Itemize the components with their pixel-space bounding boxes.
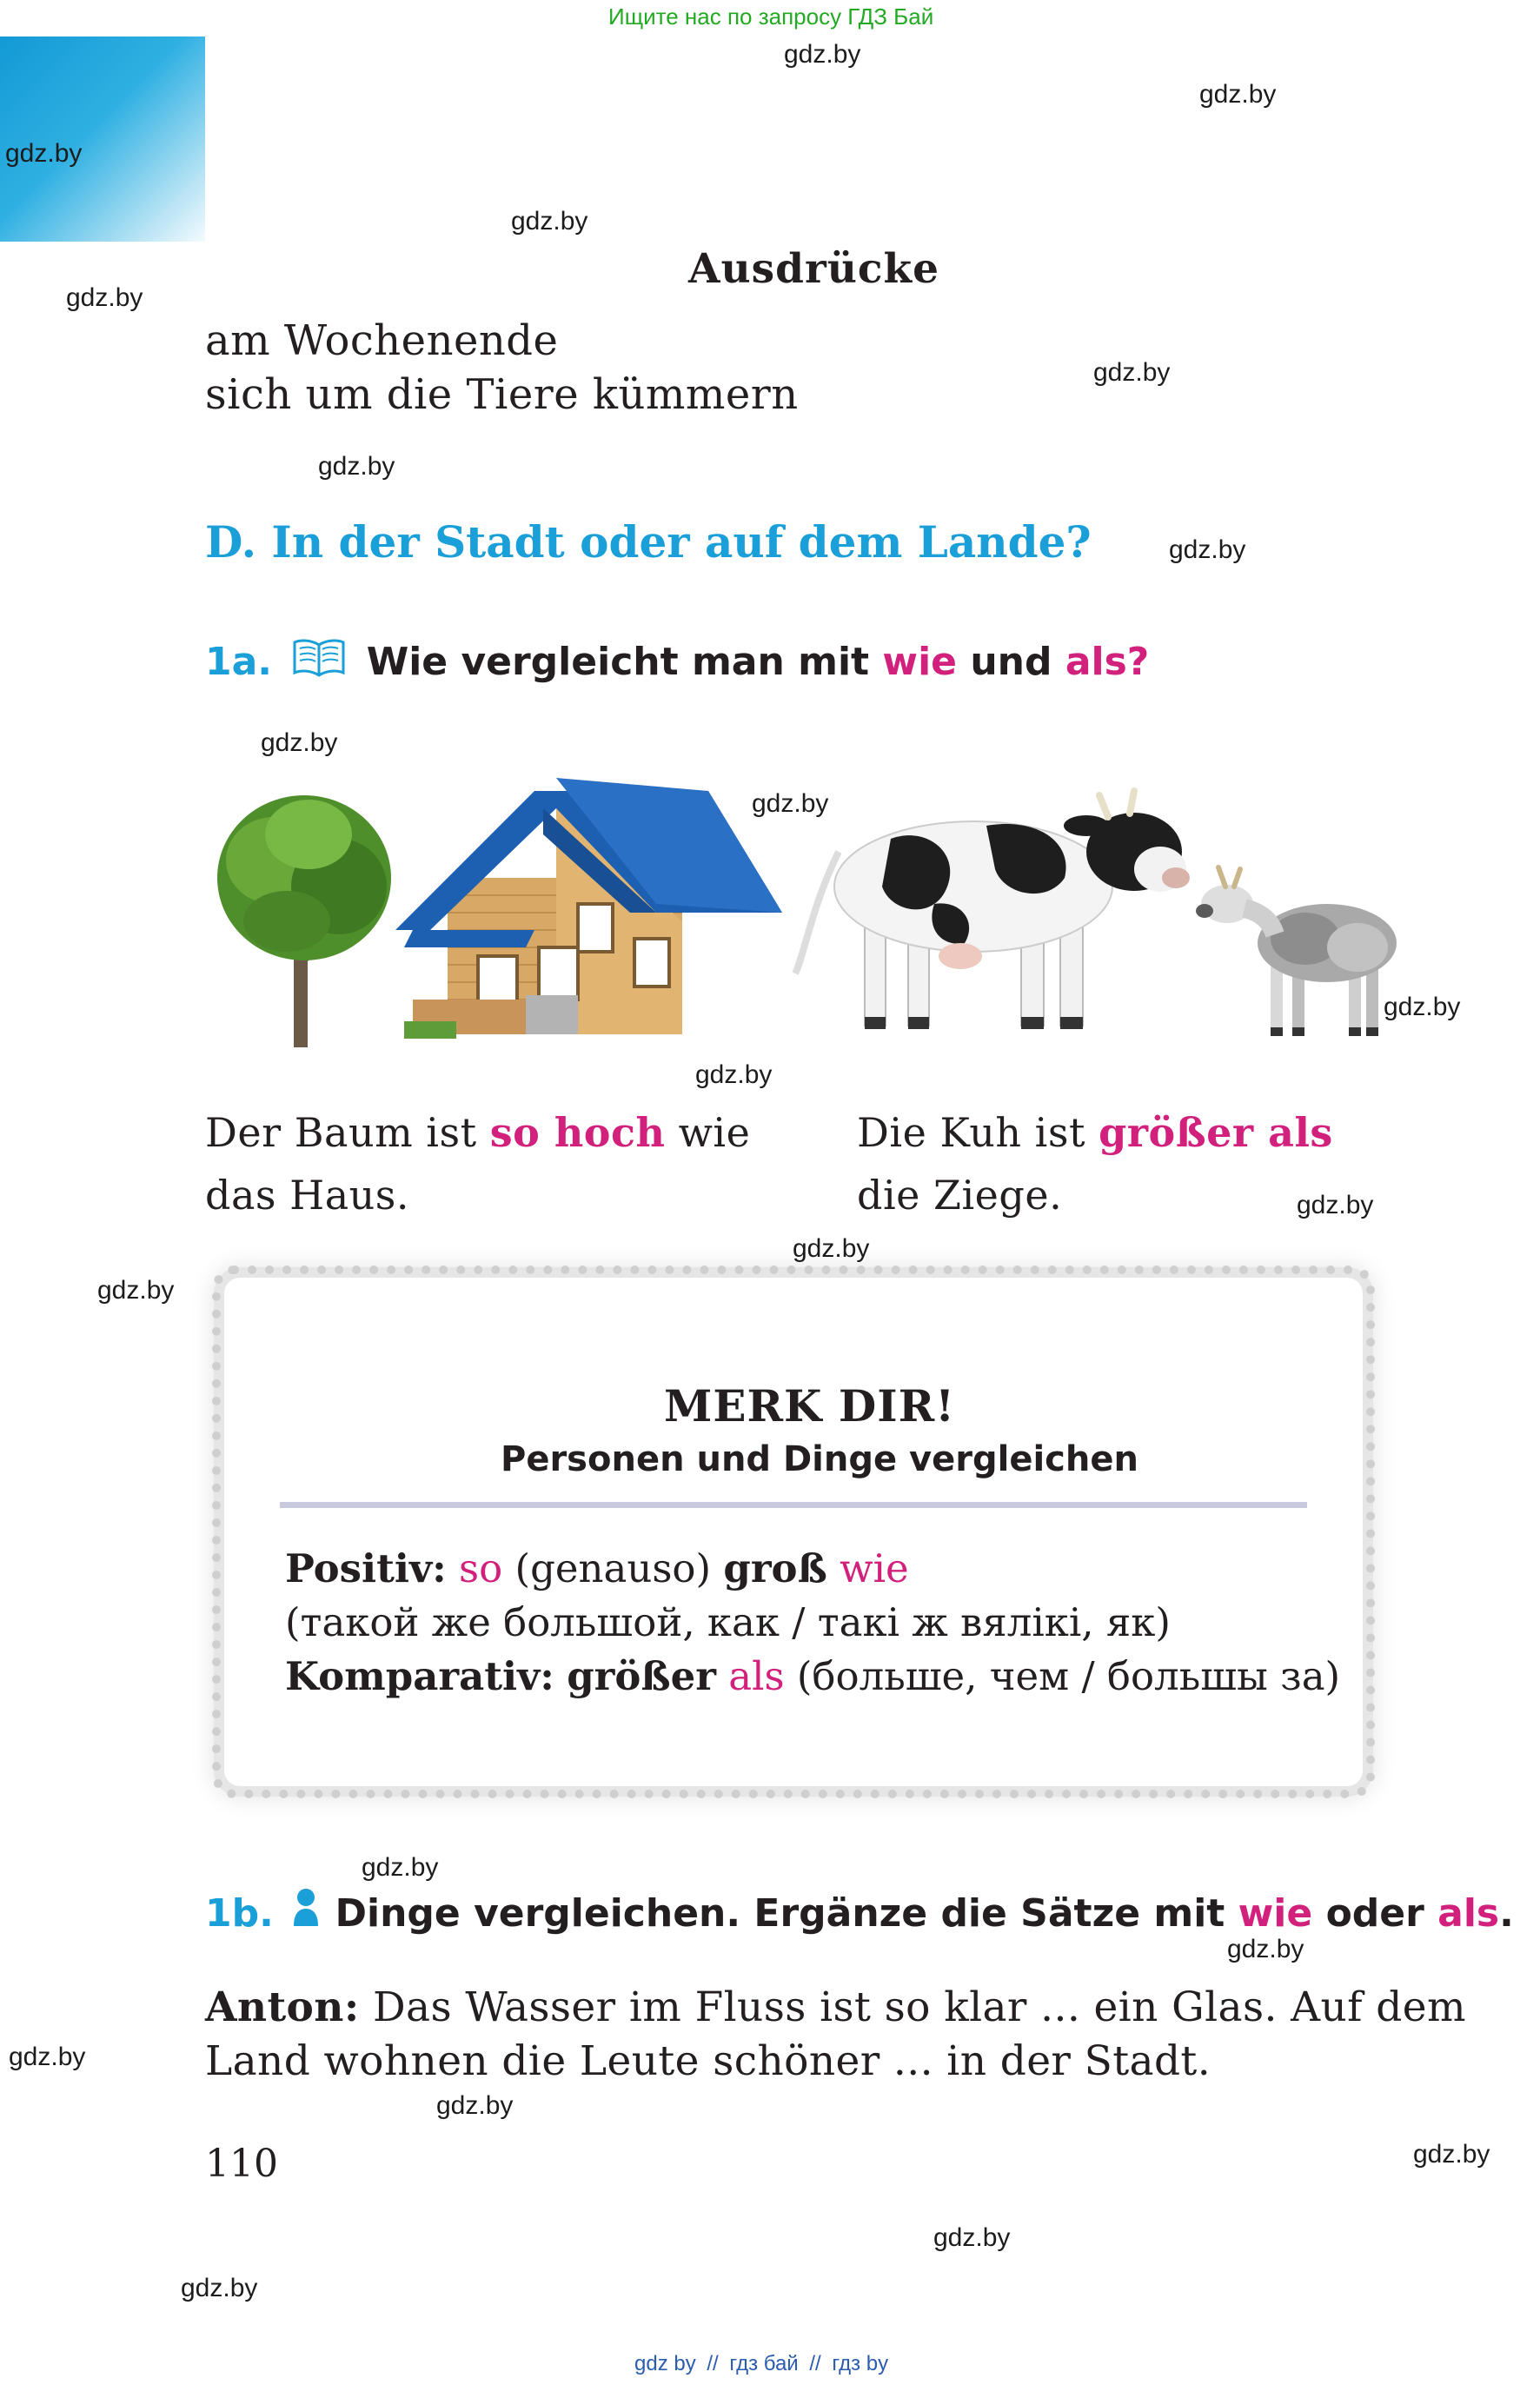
watermark: gdz.by [1413, 2140, 1490, 2169]
footer-separator: // [707, 2352, 719, 2375]
open-book-icon [292, 636, 346, 688]
watermark: gdz.by [181, 2274, 258, 2302]
komparativ-label: Komparativ: [285, 1653, 554, 1699]
page-number: 110 [205, 2142, 278, 2186]
merk-komparativ [285, 1653, 1340, 1699]
example-highlight: größer als [1099, 1109, 1333, 1156]
dialog-line2: Land wohnen die Leute schöner ... in der Stadt. [205, 2037, 1211, 2085]
merk-adjective: größer [567, 1653, 716, 1699]
watermark: gdz.by [511, 207, 588, 236]
watermark: gdz.by [1297, 1191, 1374, 1219]
merk-adjective: groß [723, 1545, 827, 1591]
watermark: gdz.by [261, 728, 338, 757]
task-number: 1a. [205, 640, 273, 684]
watermark: gdz.by [66, 283, 143, 312]
task-text: Dinge vergleichen. Ergänze die Sätze mit [335, 1891, 1225, 1936]
example-highlight: so hoch [489, 1109, 666, 1156]
footer-link[interactable]: гдз бай [729, 2352, 799, 2375]
merk-dir-box [224, 1278, 1363, 1786]
merk-title: MERK DIR! [664, 1380, 956, 1432]
expressions-title: Ausdrücke [688, 245, 939, 293]
example-left-line2: das Haus. [205, 1172, 409, 1219]
example-text: wie [678, 1109, 751, 1156]
watermark: gdz.by [1199, 80, 1277, 109]
watermark: gdz.by [752, 789, 829, 818]
watermark: gdz.by [362, 1853, 439, 1882]
merk-text: (больше, чем / большы за) [796, 1653, 1341, 1699]
watermark: gdz.by [695, 1060, 773, 1089]
keyword-als: als [1437, 1891, 1500, 1936]
speaker-name: Anton: [205, 1983, 360, 2031]
footer-links [634, 2352, 888, 2376]
keyword-wie: wie [840, 1545, 909, 1591]
keyword-als: als? [1065, 640, 1150, 684]
watermark: gdz.by [436, 2091, 514, 2120]
watermark: gdz.by [5, 139, 83, 168]
keyword-wie: wie [882, 640, 957, 684]
keyword-wie: wie [1238, 1891, 1313, 1936]
example-right-line2: die Ziege. [857, 1172, 1063, 1219]
expression-item: am Wochenende [205, 316, 559, 365]
watermark: gdz.by [933, 2223, 1011, 2252]
task-text: oder [1325, 1891, 1424, 1936]
positiv-label: Positiv: [285, 1545, 447, 1591]
merk-divider [280, 1502, 1307, 1508]
tree-illustration [209, 782, 400, 1052]
footer-link[interactable]: gdz by [634, 2352, 696, 2375]
watermark: gdz.by [1227, 1935, 1304, 1963]
house-illustration [395, 774, 782, 1043]
keyword-so: so [459, 1545, 503, 1591]
footer-link[interactable]: гдз by [832, 2352, 889, 2375]
task-text: . [1499, 1891, 1514, 1936]
example-left-line1 [205, 1109, 750, 1156]
cow-illustration [787, 756, 1195, 1043]
expression-item: sich um die Tiere kümmern [205, 370, 799, 419]
watermark: gdz.by [793, 1234, 870, 1263]
merk-translation: (такой же большой, как / такі ж вялікі, як) [285, 1599, 1171, 1645]
example-right-line1 [857, 1109, 1333, 1156]
merk-text: (genauso) [514, 1545, 712, 1591]
task-text: und [970, 640, 1052, 684]
top-banner[interactable]: Ищите нас по запросу ГДЗ Бай [608, 3, 934, 30]
task-1b [205, 1888, 1514, 1937]
goat-illustration [1192, 860, 1405, 1043]
keyword-als: als [728, 1653, 785, 1699]
stamp-border [212, 1266, 1375, 1798]
watermark: gdz.by [9, 2043, 86, 2071]
dialog-text: Das Wasser im Fluss ist so klar ... ein Glas. Auf dem [372, 1983, 1466, 2031]
watermark: gdz.by [1384, 993, 1461, 1021]
watermark: gdz.by [1169, 535, 1246, 564]
example-text: Die Kuh ist [857, 1109, 1085, 1156]
merk-positiv [285, 1545, 909, 1591]
watermark: gdz.by [318, 452, 395, 481]
watermark: gdz.by [784, 40, 861, 69]
footer-separator: // [809, 2352, 821, 2375]
watermark: gdz.by [1093, 358, 1171, 387]
task-1a [205, 636, 1149, 688]
person-icon [292, 1888, 320, 1937]
merk-subtitle: Personen und Dinge vergleichen [501, 1439, 1138, 1479]
task-number: 1b. [205, 1891, 274, 1936]
dialog-line1 [205, 1983, 1466, 2031]
example-text: Der Baum ist [205, 1109, 477, 1156]
section-title: D. In der Stadt oder auf dem Lande? [205, 516, 1092, 568]
watermark: gdz.by [97, 1276, 175, 1305]
task-text: Wie vergleicht man mit [366, 640, 870, 684]
